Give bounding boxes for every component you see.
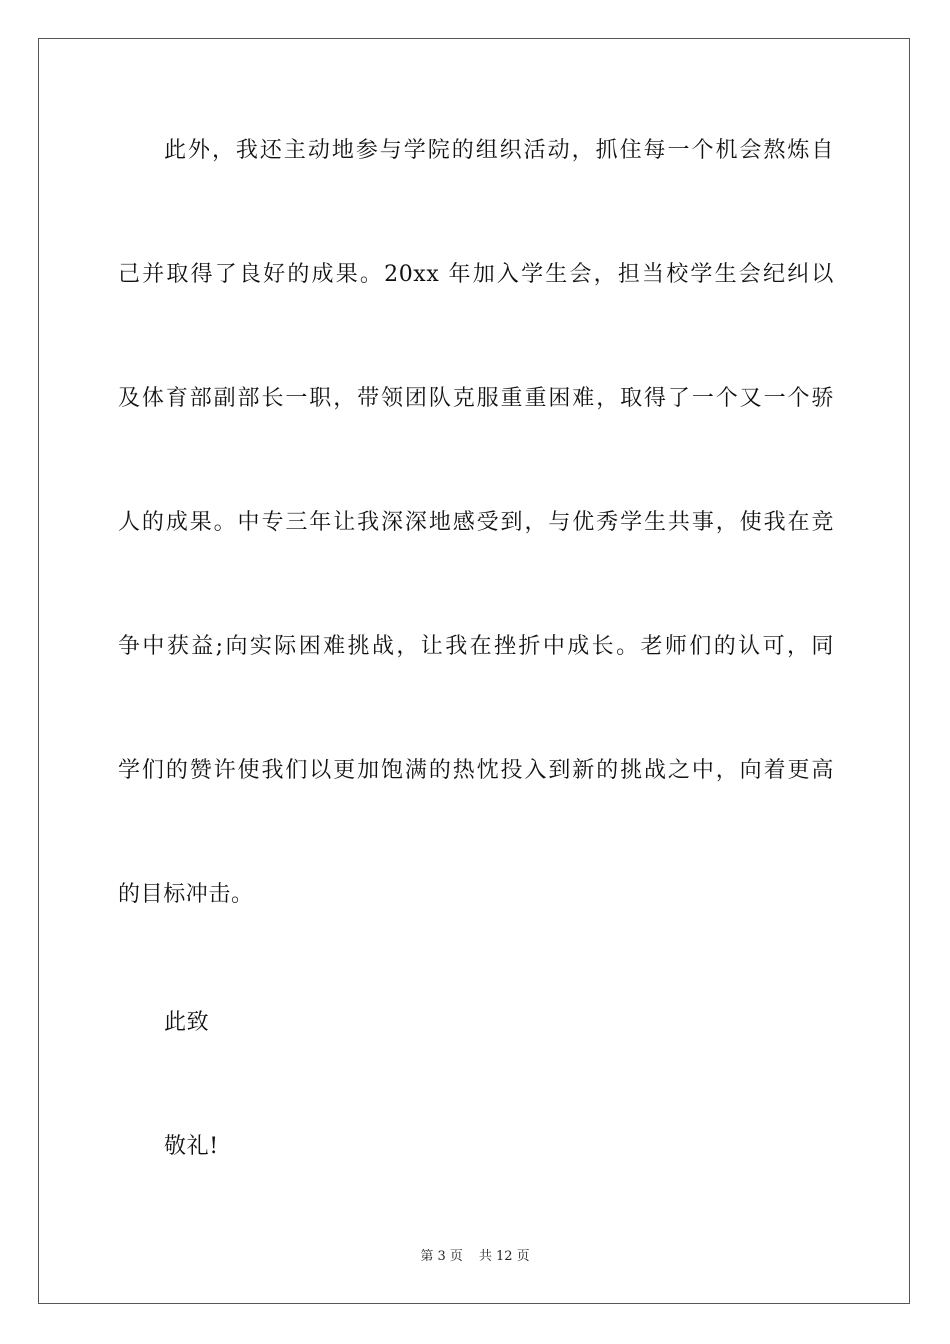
paragraph-line-7: 的目标冲击。: [118, 882, 254, 907]
paragraph-line-4: 人的成果。中专三年让我深深地感受到，与优秀学生共事，使我在竞: [118, 510, 834, 535]
closing-text: 此致: [164, 1010, 210, 1035]
salutation-text: 敬礼!: [164, 1134, 219, 1159]
paragraph-line-2: 己并取得了良好的成果。20xx 年加入学生会，担当校学生会纪纠以: [118, 262, 834, 287]
paragraph-line-1: 此外，我还主动地参与学院的组织活动，抓住每一个机会熬炼自: [164, 138, 834, 163]
page-footer: [0, 1248, 950, 1266]
page-total: 共 12 页: [478, 1249, 530, 1264]
page-number: 第 3 页: [420, 1249, 463, 1264]
paragraph-line-6: 学们的赞许使我们以更加饱满的热忱投入到新的挑战之中，向着更高: [118, 758, 834, 783]
page-border: [38, 38, 910, 1304]
paragraph-line-3: 及体育部副部长一职，带领团队克服重重困难，取得了一个又一个骄: [118, 386, 834, 411]
paragraph-line-5: 争中获益;向实际困难挑战，让我在挫折中成长。老师们的认可，同: [118, 634, 834, 659]
